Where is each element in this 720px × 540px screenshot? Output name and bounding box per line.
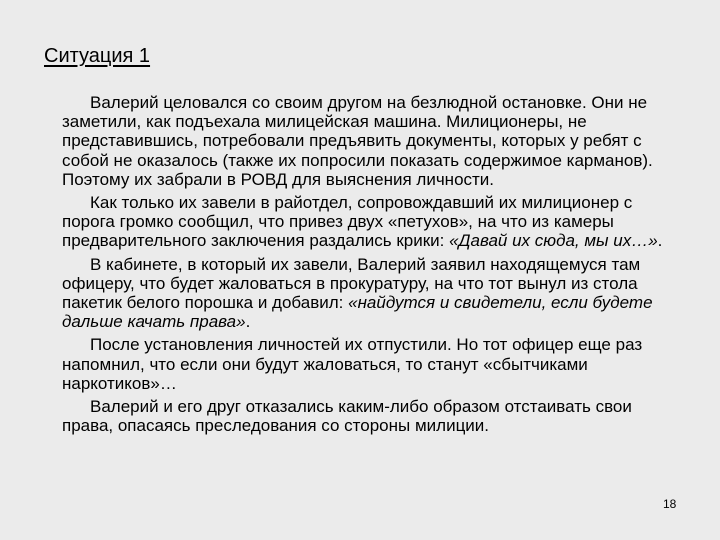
paragraph-1-text: Валерий целовался со своим другом на безлюдной остановке. Они не заметили, как подъехала милицейская машина. Милиционеры, не представившись, потребовали предъявить документы, которых у ребят с собой не оказалось (также их попросили показать содержимое карманов). Поэтому их забрали в РОВД для выяснения личности. <box>62 93 653 189</box>
page-number: 18 <box>663 497 677 511</box>
paragraph-3 <box>62 255 666 332</box>
paragraph-5 <box>62 397 666 435</box>
paragraph-2 <box>62 193 666 251</box>
paragraph-5-text: Валерий и его друг отказались каким-либо образом отстаивать свои права, опасаясь преследования со стороны милиции. <box>62 397 632 436</box>
paragraph-3-end: . <box>245 312 251 332</box>
slide-title: Ситуация 1 <box>44 45 151 67</box>
slide-body <box>62 93 666 435</box>
paragraph-3-quote: «найдутся и свидетели, если будете дальше качать права» <box>62 293 653 332</box>
paragraph-4 <box>62 335 666 393</box>
paragraph-3-text: В кабинете, в который их завели, Валерий заявил находящемуся там офицеру, что будет жаловаться в прокуратуру, на что тот вынул из стола пакетик белого порошка и добавил: <box>62 254 641 313</box>
paragraph-2-text: Как только их завели в райотдел, сопровождавший их милиционер с порога громко сообщил, что привез двух «петухов», на что из камеры предварительного заключения раздались крики: <box>62 193 633 251</box>
paragraph-2-end: . <box>657 231 663 251</box>
paragraph-2-quote: «Давай их сюда, мы их…» <box>449 231 658 251</box>
paragraph-1 <box>62 93 666 189</box>
paragraph-4-text: После установления личностей их отпустили. Но тот офицер еще раз напомнил, что если они будут жаловаться, то станут «сбытчиками наркотиков»… <box>62 335 643 393</box>
